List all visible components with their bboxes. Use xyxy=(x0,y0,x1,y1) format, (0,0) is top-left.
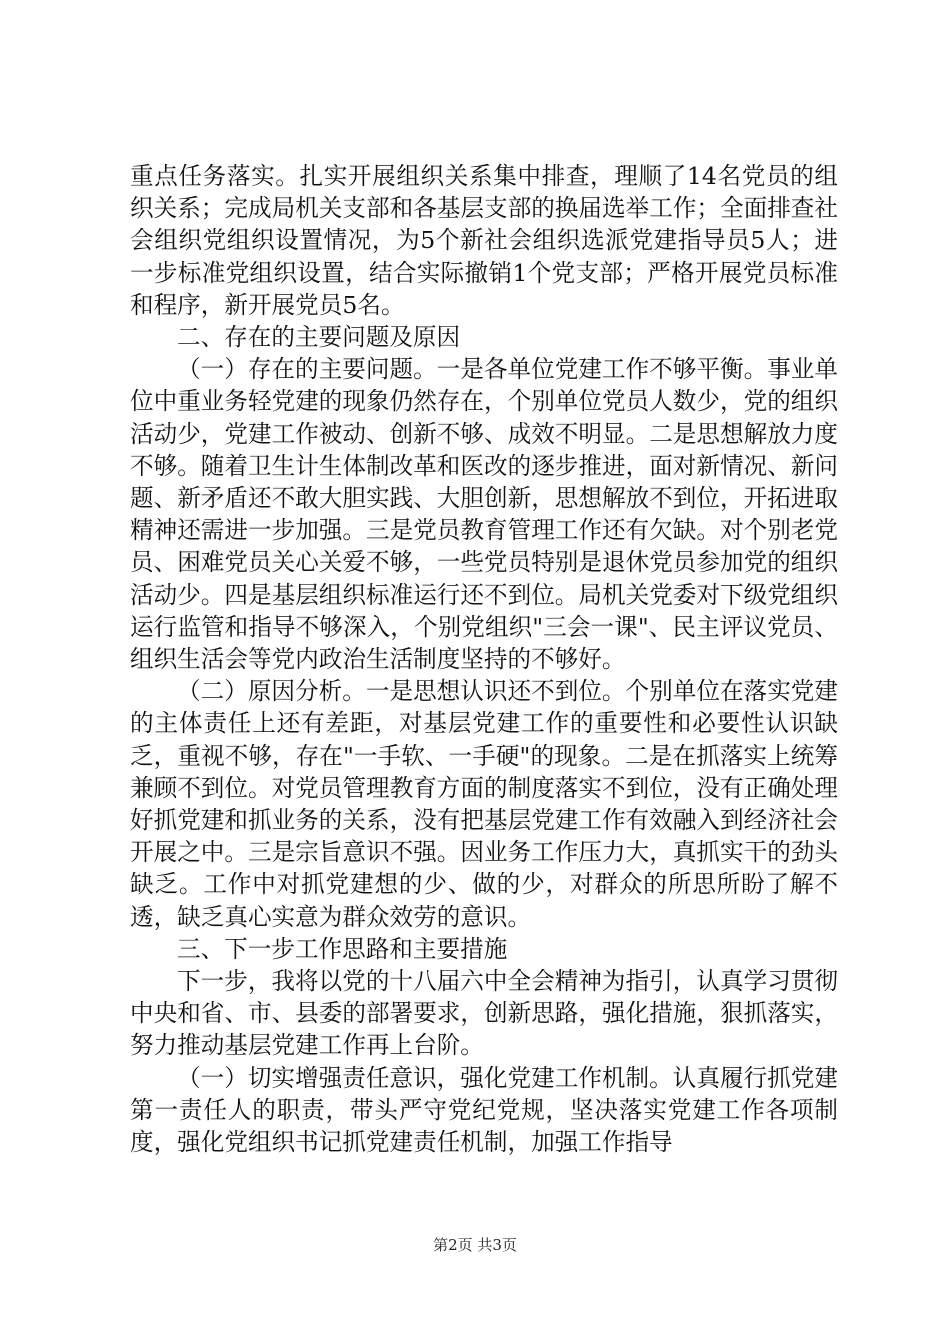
page-number-footer: 第2页 共3页 xyxy=(433,1236,517,1254)
paragraph-measure-one: （一）切实增强责任意识，强化党建工作机制。认真履行抓党建第一责任人的职责，带头严守党纪党规，坚决落实党建工作各项制度，强化党组织书记抓党建责任机制，加强工作指导 xyxy=(130,1063,838,1157)
document-body xyxy=(130,160,838,1158)
paragraph-cause-analysis: （二）原因分析。一是思想认识还不到位。个别单位在落实党建的主体责任上还有差距，对基层党建工作的重要性和必要性认识缺乏，重视不够，存在"一手软、一手硬"的现象。二是在抓落实上统筹兼顾不到位。对党员管理教育方面的制度落实不到位，没有正确处理好抓党建和抓业务的关系，没有把基层党建工作有效融入到经济社会开展之中。三是宗旨意识不强。因业务工作压力大，真抓实干的劲头缺乏。工作中对抓党建想的少、做的少，对群众的所思所盼了解不透，缺乏真心实意为群众效劳的意识。 xyxy=(130,677,838,931)
paragraph-main-problems: （一）存在的主要问题。一是各单位党建工作不够平衡。事业单位中重业务轻党建的现象仍然存在，个别单位党员人数少，党的组织活动少，党建工作被动、创新不够、成效不明显。二是思想解放力度不够。随着卫生计生体制改革和医改的逐步推进，面对新情况、新问题、新矛盾还不敢大胆实践、大胆创新，思想解放不到位，开拓进取精神还需进一步加强。三是党员教育管理工作还有欠缺。对个别老党员、困难党员关心关爱不够，一些党员特别是退休党员参加党的组织活动少。四是基层组织标准运行还不到位。局机关党委对下级党组织运行监管和指导不够深入，个别党组织"三会一课"、民主评议党员、组织生活会等党内政治生活制度坚持的不够好。 xyxy=(130,355,838,674)
paragraph-intro: 重点任务落实。扎实开展组织关系集中排查，理顺了14名党员的组织关系；完成局机关支部和各基层支部的换届选举工作；全面排查社会组织党组织设置情况，为5个新社会组织选派党建指导员5人；进一步标准党组织设置，结合实际撤销1个党支部；严格开展党员标准和程序，新开展党员5名。 xyxy=(130,162,838,319)
heading-problems: 二、存在的主要问题及原因 xyxy=(177,323,461,352)
heading-next-steps: 三、下一步工作思路和主要措施 xyxy=(177,934,508,963)
paragraph-next-step-intro: 下一步，我将以党的十八届六中全会精神为指引，认真学习贯彻中央和省、市、县委的部署要求，创新思路，强化措施，狠抓落实，努力推动基层党建工作再上台阶。 xyxy=(130,967,838,1060)
